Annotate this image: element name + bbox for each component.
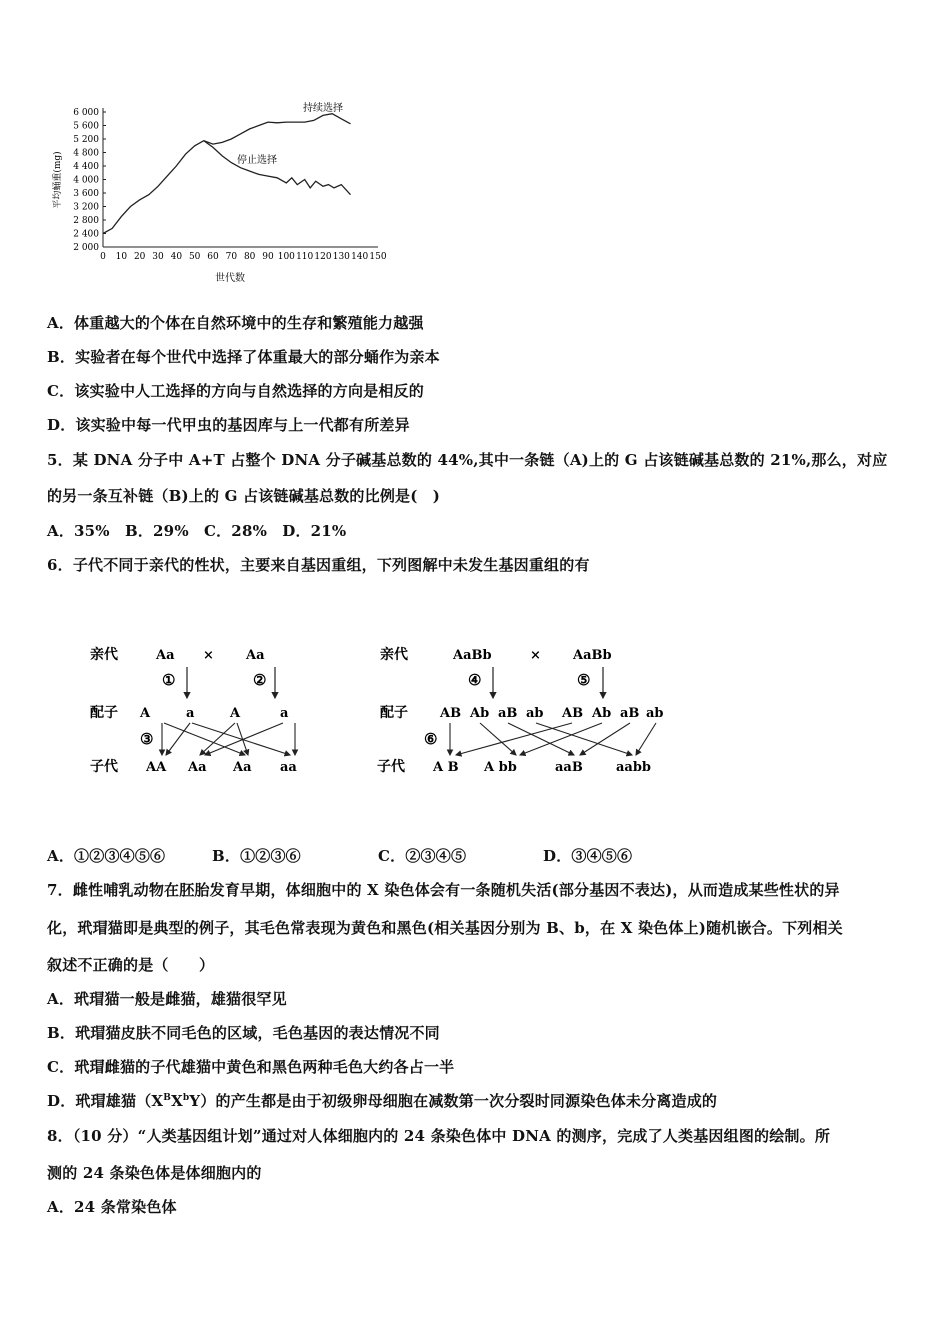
series-label-continued: 持续选择 <box>303 103 343 114</box>
q7-d-sup-b: B <box>163 1093 172 1103</box>
x-tick-label: 40 <box>170 252 183 262</box>
right-gamete-7: aB <box>620 706 640 721</box>
q4-option-d: D．该实验中每一代甲虫的基因库与上一代都有所差异 <box>47 416 410 434</box>
q7-stem-line3: 叙述不正确的是（ ） <box>47 956 215 974</box>
left-parent-1: Aa <box>156 648 175 663</box>
y-tick-label: 2 000 <box>73 243 99 253</box>
series-label-stopped: 停止选择 <box>237 155 277 166</box>
chart-axes <box>103 108 378 247</box>
x-tick-label: 150 <box>369 252 387 262</box>
q8-stem-line1: 8．（10 分）“人类基因组计划”通过对人体细胞内的 24 条染色体中 DNA 的测序，完成了人类基因组图的绘制。所 <box>47 1127 831 1145</box>
row-label-gametes-right: 配子 <box>380 705 408 721</box>
right-offspring-3: aaB <box>555 760 583 775</box>
y-tick-label: 4 000 <box>73 175 99 186</box>
q6-stem: 6．子代不同于亲代的性状，主要来自基因重组，下列图解中未发生基因重组的有 <box>47 556 590 574</box>
y-tick-label: 3 200 <box>73 202 99 213</box>
chart-series <box>103 114 351 234</box>
series-line-stopped <box>204 141 351 195</box>
row-label-parents-right: 亲代 <box>380 647 408 663</box>
left-gamete-3: A <box>230 706 241 721</box>
right-offspring-1: A B <box>433 760 459 775</box>
left-gamete-4: a <box>280 706 289 721</box>
x-tick-label: 0 <box>100 252 106 262</box>
step-4: ④ <box>468 671 482 689</box>
q6-option-a: A．①②③④⑤⑥ <box>47 847 166 865</box>
q7-d-prefix: D．玳瑁雄猫（X <box>47 1092 164 1110</box>
q6-option-b: B．①②③⑥ <box>212 847 301 865</box>
q5-stem-line2: 的另一条互补链（B)上的 G 占该链碱基总数的比例是( ) <box>47 487 441 505</box>
q4-option-b: B．实验者在每个世代中选择了体重最大的部分蛹作为亲本 <box>47 348 440 366</box>
right-parent-2: AaBb <box>573 648 612 663</box>
left-offspring-3: Aa <box>233 760 252 775</box>
left-gamete-1: A <box>140 706 151 721</box>
q7-d-suffix: Y）的产生都是由于初级卵母细胞在减数第一次分裂时同源染色体未分离造成的 <box>189 1092 718 1110</box>
y-tick-label: 6 000 <box>73 108 99 118</box>
right-gamete-5: AB <box>562 706 584 721</box>
step-3: ③ <box>140 730 154 748</box>
x-tick-label: 80 <box>243 252 256 262</box>
chart-y-ticks <box>73 108 106 253</box>
x-tick-label: 100 <box>277 252 295 262</box>
q7-option-d <box>47 1090 717 1111</box>
right-gamete-8: ab <box>646 706 664 721</box>
x-tick-label: 50 <box>188 252 201 262</box>
x-tick-label: 70 <box>225 252 238 262</box>
x-tick-label: 60 <box>207 252 219 262</box>
chart-x-label: 世代数 <box>215 273 245 284</box>
y-tick-label: 3 600 <box>73 189 99 199</box>
q7-d-mid: X <box>171 1092 183 1110</box>
step-1: ① <box>162 671 176 689</box>
q7-option-a: A．玳瑁猫一般是雌猫，雄猫很罕见 <box>47 990 287 1008</box>
right-gamete-2: Ab <box>470 706 490 721</box>
genetics-diagram <box>80 640 680 780</box>
left-parent-2: Aa <box>246 648 265 663</box>
right-gamete-6: Ab <box>592 706 612 721</box>
q8-option-a: A．24 条常染色体 <box>47 1198 177 1216</box>
step-5: ⑤ <box>577 671 591 689</box>
x-tick-label: 10 <box>115 252 128 262</box>
y-tick-label: 2 800 <box>73 216 99 226</box>
x-tick-label: 90 <box>262 252 274 262</box>
y-tick-label: 4 400 <box>73 162 99 172</box>
row-label-gametes-left: 配子 <box>90 705 118 721</box>
q5-stem-line1: 5．某 DNA 分子中 A+T 占整个 DNA 分子碱基总数的 44%,其中一条链（A)上的 G 占该链碱基总数的 21%,那么，对应 <box>47 451 888 469</box>
right-parent-1: AaBb <box>453 648 492 663</box>
q4-option-c: C．该实验中人工选择的方向与自然选择的方向是相反的 <box>47 382 424 400</box>
row-label-offspring-left: 子代 <box>90 759 118 775</box>
step-2: ② <box>253 671 267 689</box>
q7-d-sup-b-lower: b <box>182 1093 190 1103</box>
y-tick-label: 4 800 <box>73 148 99 159</box>
q8-stem-line2: 测的 24 条染色体是体细胞内的 <box>47 1164 262 1182</box>
right-cross: × <box>530 648 541 663</box>
q5-options: A．35% B．29% C．28% D．21% <box>47 522 347 540</box>
x-tick-label: 110 <box>296 252 314 262</box>
left-offspring-1: AA <box>146 760 167 775</box>
x-tick-label: 20 <box>133 252 146 262</box>
x-tick-label: 120 <box>314 252 332 262</box>
q7-option-c: C．玳瑁雌猫的子代雄猫中黄色和黑色两种毛色大约各占一半 <box>47 1058 455 1076</box>
x-tick-label: 130 <box>332 252 350 262</box>
right-offspring-4: aabb <box>616 760 652 775</box>
left-offspring-4: aa <box>280 760 297 775</box>
left-offspring-2: Aa <box>188 760 207 775</box>
row-label-offspring-right: 子代 <box>377 759 405 775</box>
row-label-parents-left: 亲代 <box>90 647 118 663</box>
q7-stem-line1: 7．雌性哺乳动物在胚胎发育早期，体细胞中的 X 染色体会有一条随机失活(部分基因不表达)，从而造成某些性状的异 <box>47 881 840 899</box>
right-gamete-3: aB <box>498 706 518 721</box>
q7-option-b: B．玳瑁猫皮肤不同毛色的区域，毛色基因的表达情况不同 <box>47 1024 440 1042</box>
chart-x-ticks <box>100 252 387 262</box>
right-gamete-1: AB <box>440 706 462 721</box>
left-gamete-2: a <box>186 706 195 721</box>
right-gamete-4: ab <box>526 706 544 721</box>
x-tick-label: 30 <box>152 252 164 262</box>
q4-option-a: A．体重越大的个体在自然环境中的生存和繁殖能力越强 <box>47 314 424 332</box>
q7-stem-line2: 化，玳瑁猫即是典型的例子，其毛色常表现为黄色和黑色(相关基因分别为 B、b，在 X 染色体上)随机嵌合。下列相关 <box>47 919 843 937</box>
q6-option-d: D．③④⑤⑥ <box>543 847 633 865</box>
step-6: ⑥ <box>424 730 438 748</box>
weight-chart <box>40 95 400 295</box>
y-tick-label: 5 200 <box>73 135 99 145</box>
right-offspring-2: A bb <box>484 760 517 775</box>
x-tick-label: 140 <box>351 252 369 262</box>
series-line-continued <box>103 114 351 234</box>
y-tick-label: 2 400 <box>73 229 99 240</box>
left-cross: × <box>203 648 214 663</box>
q6-option-c: C．②③④⑤ <box>378 847 467 865</box>
chart-y-label: 平均蛹重(mg) <box>53 151 63 209</box>
y-tick-label: 5 600 <box>73 121 99 132</box>
